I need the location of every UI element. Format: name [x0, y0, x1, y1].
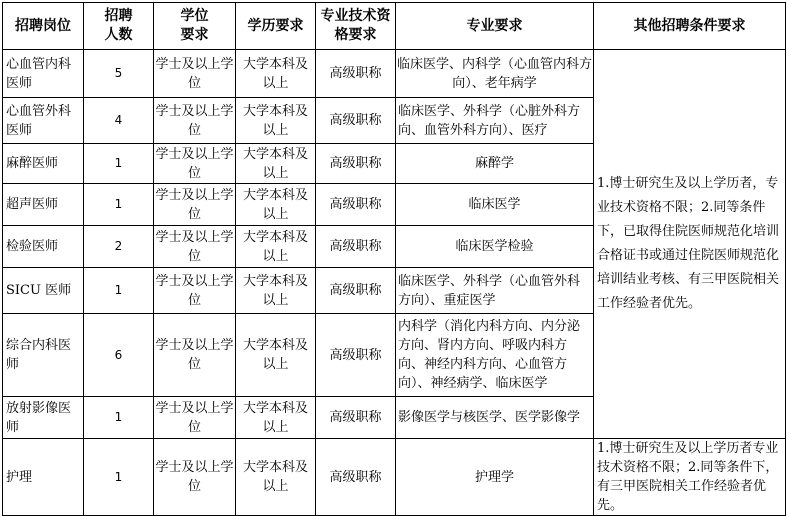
count-cell: 1	[84, 184, 154, 226]
count-cell: 5	[84, 50, 154, 98]
header-count: 招聘人数	[84, 3, 154, 50]
education-cell: 大学本科及以上	[236, 98, 316, 144]
count-cell: 4	[84, 98, 154, 144]
major-cell: 临床医学、外科学（心血管外科方向）、重症医学	[396, 268, 594, 314]
major-cell: 护理学	[396, 439, 594, 516]
position-cell: 心血管外科医师	[3, 98, 84, 144]
position-cell: 超声医师	[3, 184, 84, 226]
title-cell: 高级职称	[316, 144, 396, 184]
position-cell: 综合内科医师	[3, 314, 84, 397]
education-cell: 大学本科及以上	[236, 144, 316, 184]
major-cell: 麻醉学	[396, 144, 594, 184]
education-cell: 大学本科及以上	[236, 314, 316, 397]
title-cell: 高级职称	[316, 314, 396, 397]
degree-cell: 学士及以上学位	[154, 268, 236, 314]
other-conditions-doctors: 1.博士研究生及以上学历者，专业技术资格不限；2.同等条件下，已取得住院医师规范化培训合格证书或通过住院医师规范化培训结业考核、有三甲医院相关工作经验者优先。	[594, 50, 786, 439]
header-position: 招聘岗位	[3, 3, 84, 50]
header-title: 专业技术资格要求	[316, 3, 396, 50]
header-degree: 学位要求	[154, 3, 236, 50]
other-conditions-nursing: 1.博士研究生及以上学历者专业技术资格不限；2.同等条件下，有三甲医院相关工作经验者优先。	[594, 439, 786, 516]
education-cell: 大学本科及以上	[236, 268, 316, 314]
header-row	[3, 3, 786, 50]
position-cell: 检验医师	[3, 226, 84, 268]
position-cell: 护理	[3, 439, 84, 516]
count-cell: 1	[84, 144, 154, 184]
degree-cell: 学士及以上学位	[154, 439, 236, 516]
title-cell: 高级职称	[316, 226, 396, 268]
degree-cell: 学士及以上学位	[154, 226, 236, 268]
recruitment-table	[2, 2, 786, 516]
count-cell: 1	[84, 268, 154, 314]
education-cell: 大学本科及以上	[236, 50, 316, 98]
major-cell: 临床医学、内科学（心血管内科方向）、老年病学	[396, 50, 594, 98]
position-cell: SICU 医师	[3, 268, 84, 314]
degree-cell: 学士及以上学位	[154, 314, 236, 397]
header-major: 专业要求	[396, 3, 594, 50]
major-cell: 影像医学与核医学、医学影像学	[396, 397, 594, 439]
degree-cell: 学士及以上学位	[154, 98, 236, 144]
count-cell: 1	[84, 439, 154, 516]
header-education: 学历要求	[236, 3, 316, 50]
title-cell: 高级职称	[316, 268, 396, 314]
degree-cell: 学士及以上学位	[154, 50, 236, 98]
title-cell: 高级职称	[316, 439, 396, 516]
degree-cell: 学士及以上学位	[154, 144, 236, 184]
table-row	[3, 50, 786, 98]
major-cell: 临床医学检验	[396, 226, 594, 268]
count-cell: 6	[84, 314, 154, 397]
position-cell: 麻醉医师	[3, 144, 84, 184]
degree-cell: 学士及以上学位	[154, 397, 236, 439]
count-cell: 2	[84, 226, 154, 268]
major-cell: 内科学（消化内科方向、内分泌方向、肾内方向、呼吸内科方向、神经内科方向、心血管方向）、神经病学、临床医学	[396, 314, 594, 397]
title-cell: 高级职称	[316, 98, 396, 144]
degree-cell: 学士及以上学位	[154, 184, 236, 226]
count-cell: 1	[84, 397, 154, 439]
header-other: 其他招聘条件要求	[594, 3, 786, 50]
major-cell: 临床医学	[396, 184, 594, 226]
position-cell: 放射影像医师	[3, 397, 84, 439]
education-cell: 大学本科及以上	[236, 439, 316, 516]
title-cell: 高级职称	[316, 50, 396, 98]
title-cell: 高级职称	[316, 184, 396, 226]
education-cell: 大学本科及以上	[236, 226, 316, 268]
position-cell: 心血管内科医师	[3, 50, 84, 98]
major-cell: 临床医学、外科学（心脏外科方向、血管外科方向）、医疗	[396, 98, 594, 144]
education-cell: 大学本科及以上	[236, 184, 316, 226]
title-cell: 高级职称	[316, 397, 396, 439]
table-row	[3, 439, 786, 516]
education-cell: 大学本科及以上	[236, 397, 316, 439]
